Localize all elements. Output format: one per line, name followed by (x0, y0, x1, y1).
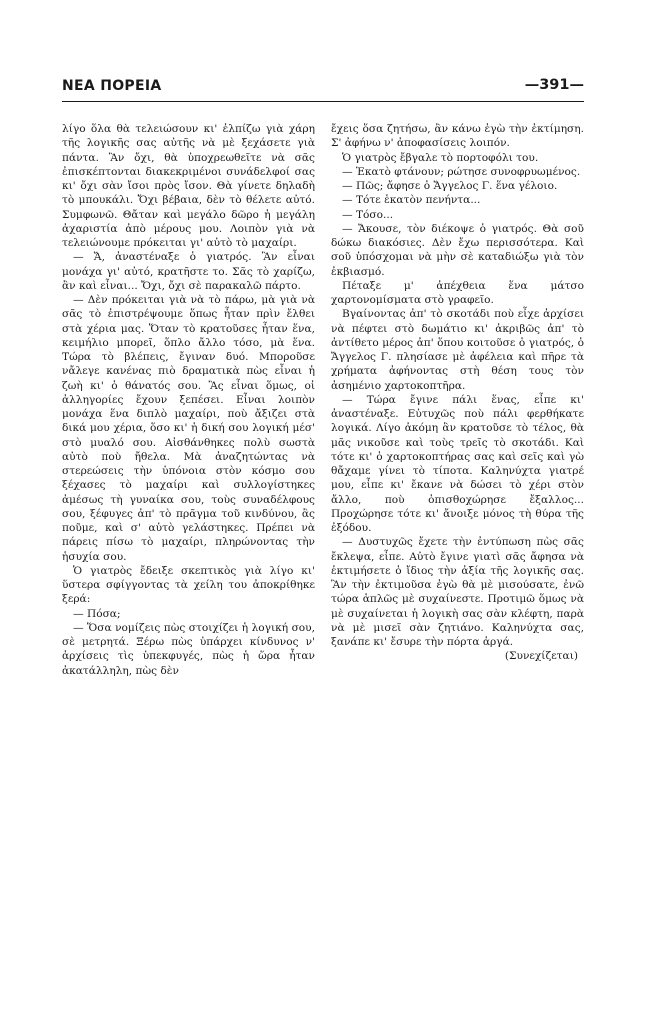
paragraph: — Πῶς; ἄφησε ὁ Ἄγγελος Γ. ἕνα γέλοιο. (342, 180, 558, 192)
paragraph: — Ἑκατὸ φτάνουν; ρώτησε συνοφρυωμένος. (342, 165, 581, 178)
right-column (331, 122, 584, 664)
paragraph: — Τώρα ἔγινε πάλι ἕνας, εἶπε κι' ἀναστέναξε. Εὐτυχῶς ποὺ πάλι φερθήκατε λογικά. Λίγο ἀκόμη ἂν κρατοῦσε τὸ τέλος, θὰ μᾶς νικοῦσε καὶ τοὺς τρεῖς τὸ σκοτάδι. Καὶ τότε κι' ὁ χαρτοκοπτήρας σας καὶ σεῖς καὶ γὼ θἄχαμε γίνει τὸ τίποτα. Καληνύχτα γιατρέ μου, εἶπε κι' ἔκανε νὰ δώσει τὸ χέρι στὸν ἄλλο, ποὺ ὀπισθοχώρησε ἔξαλλος... Προχώρησε τότε κι' ἄνοιξε μόνος τὴ θύρα τῆς ἐξόδου. (331, 393, 584, 534)
header-rule (62, 101, 584, 102)
paragraph: — Τόσο... (342, 208, 394, 221)
paragraph: — Δυστυχῶς ἔχετε τὴν ἐντύπωση πὼς σᾶς ἔκλεψα, εἶπε. Αὐτὸ ἔγινε γιατὶ σᾶς ἄφησα νὰ ἐκτιμήσετε ὁ ἴδιος τὴν ἀξία τῆς λογικῆς σας. Ἂν τὴν ἐκτιμοῦσα ἐγὼ θὰ μὲ μισούσατε, ἐνῶ τώρα ἁπλῶς μὲ συχαίνεστε. Προτιμῶ ὅμως νὰ μὲ συχαίνεται ἡ λογικὴ σας σὰν κλέφτη, παρὰ νὰ μὲ μισεῖ σὰν ζητιάνο. Καληνύχτα σας, ξανάπε κι' ἔσυρε τὴν πόρτα ἀργά. (331, 536, 584, 648)
page-number: —391— (524, 77, 584, 93)
left-column (62, 122, 315, 678)
paragraph: — Δὲν πρόκειται γιὰ νὰ τὸ πάρω, μὰ γιὰ νὰ σᾶς τὸ ἐπιστρέψουμε ὅπως ἦταν πρὶν ἔλθει στὰ χέρια μας. Ὅταν τὸ κρατοῦσες ἦταν ἕνα, κειμήλιο μπορεῖ, ὅπλο ἄλλο τόσο, μὰ ἕνα. Τώρα τὸ βλέπεις, ἔγιναν δυό. Μποροῦσε νἄλεγε κανένας πιὸ δραματικὰ πὼς εἶναι ἡ ζωὴ κι' ὁ θάνατός σου. Ἂς εἶναι ὅμως, οἱ ἀλληγορίες ἔχουν ξεπέσει. Εἶναι λοιπὸν μονάχα ἕνα διπλὸ μαχαίρι, ποὺ ἄξιζει στὰ δικά μου χέρια, ὅσο κι' ἡ δική σου λογική μέσ' στὸ μυαλό σου. Αἰσθάνθηκες πολὺ σωστὰ αὐτὸ ποὺ ἤθελα. Μὰ ἀναζητώντας νὰ στερεώσεις τὴν ὑπόνοια στὸν κόσμο σου ξέχασες τὸ μαχαίρι καὶ συλλογίστηκες ἀμέσως τὴ γυναίκα σου, τοὺς συναδέλφους σου, ξέφυγες ἀπ' τὸ πρᾶγμα τοῦ κινδύνου, ἂς ποῦμε, καὶ σ' αὐτὸ γελάστηκες. Πρέπει νὰ πάρεις πίσω τὸ μαχαίρι, πληρώνοντας τὴν ἡσυχία σου. (62, 294, 315, 563)
paragraph: ἔχεις ὅσα ζητήσω, ἂν κάνω ἐγὼ τὴν ἐκτίμηση. Σ' ἀφήνω ν' ἀποφασίσεις λοιπόν. (331, 123, 584, 150)
paragraph: λίγο ὅλα θὰ τελειώσουν κι' ἐλπίζω γιὰ χάρη τῆς λογικῆς σας αὐτῆς νὰ μὲ ξεχάσετε γιὰ πάντα. Ἂν ὄχι, θὰ ὑποχρεωθεῖτε νὰ σᾶς ἐπισκέπτονται διακεκριμένοι συνάδελφοί σας κι' ὄχι σὰν ἴσοι πρὸς ἴσον. Θὰ γίνετε δηλαδὴ τὸ μπουκάλι. Ὄχι βέβαια, δὲν τὸ θέλετε αὐτό. Συμφωνῶ. Θἄταν καὶ μεγάλο δῶρο ἡ μεγάλη ἀχαριστία ἀπὸ μέρους μου. Λοιπὸν γιὰ νὰ τελειώνουμε πρόκειται γι' αὐτὸ τὸ μαχαίρι. (62, 123, 315, 249)
paragraph: — Πόσα; (73, 607, 121, 620)
paragraph: — Ὅσα νομίζεις πὼς στοιχίζει ἡ λογική σου, σὲ μετρητά. Ξέρω πὼς ὑπάρχει κίνδυνος ν' ἀρχίσεις τὶς ὑπεκφυγές, πὼς ἡ ὥρα ἦταν ἀκατάλληλη, πὼς δὲν (62, 621, 315, 677)
paragraph: Βγαίνοντας ἀπ' τὸ σκοτάδι ποὺ εἶχε ἀρχίσει νὰ πέφτει στὸ δωμάτιο κι' ἀκριβῶς ἀπ' τὸ ἀντίθετο μέρος ἀπ' ὅπου κοιτοῦσε ὁ γιατρός, ὁ Ἄγγελος Γ. πλησίασε μὲ ἀφέλεια καὶ πῆρε τὰ χρήματα ἀφήνοντας στὴ θέση τους τὸν ἀσημένιο χαρτοκοπτῆρα. (331, 308, 584, 392)
continued-note: (Συνεχίζεται) (504, 650, 578, 663)
paragraph: Πέταξε μ' ἀπέχθεια ἕνα μάτσο χαρτονομίσματα στὸ γραφεῖο. (331, 279, 584, 306)
paragraph: Ὁ γιατρὸς ἔδειξε σκεπτικὸς γιὰ λίγο κι' ὕστερα σφίγγοντας τὰ χείλη του ἀποκρίθηκε ξερά: (62, 564, 315, 606)
paragraph: — Τότε ἑκατὸν πενήντα... (342, 194, 481, 207)
paragraph: Ὁ γιατρὸς ἔβγαλε τὸ πορτοφόλι του. (342, 151, 539, 164)
journal-title: ΝΕΑ ΠΟΡΕΙΑ (62, 78, 162, 94)
paragraph: — Ἄκουσε, τὸν διέκοψε ὁ γιατρός. Θὰ σοῦ δώκω διακόσιες. Δὲν ἔχω περισσότερα. Καὶ σοῦ ὑπόσχομαι νὰ μὴν σὲ καταδιώξω γιὰ τὸν ἐκβιασμό. (331, 222, 584, 278)
running-header (62, 76, 584, 104)
paragraph: — Ἄ, ἀναστέναξε ὁ γιατρός. Ἂν εἶναι μονάχα γι' αὐτό, κρατῆστε το. Σᾶς τὸ χαρίζω, ἂν καὶ εἶναι... Ὄχι, ὄχι σὲ παρακαλῶ πάρτο. (62, 251, 315, 292)
